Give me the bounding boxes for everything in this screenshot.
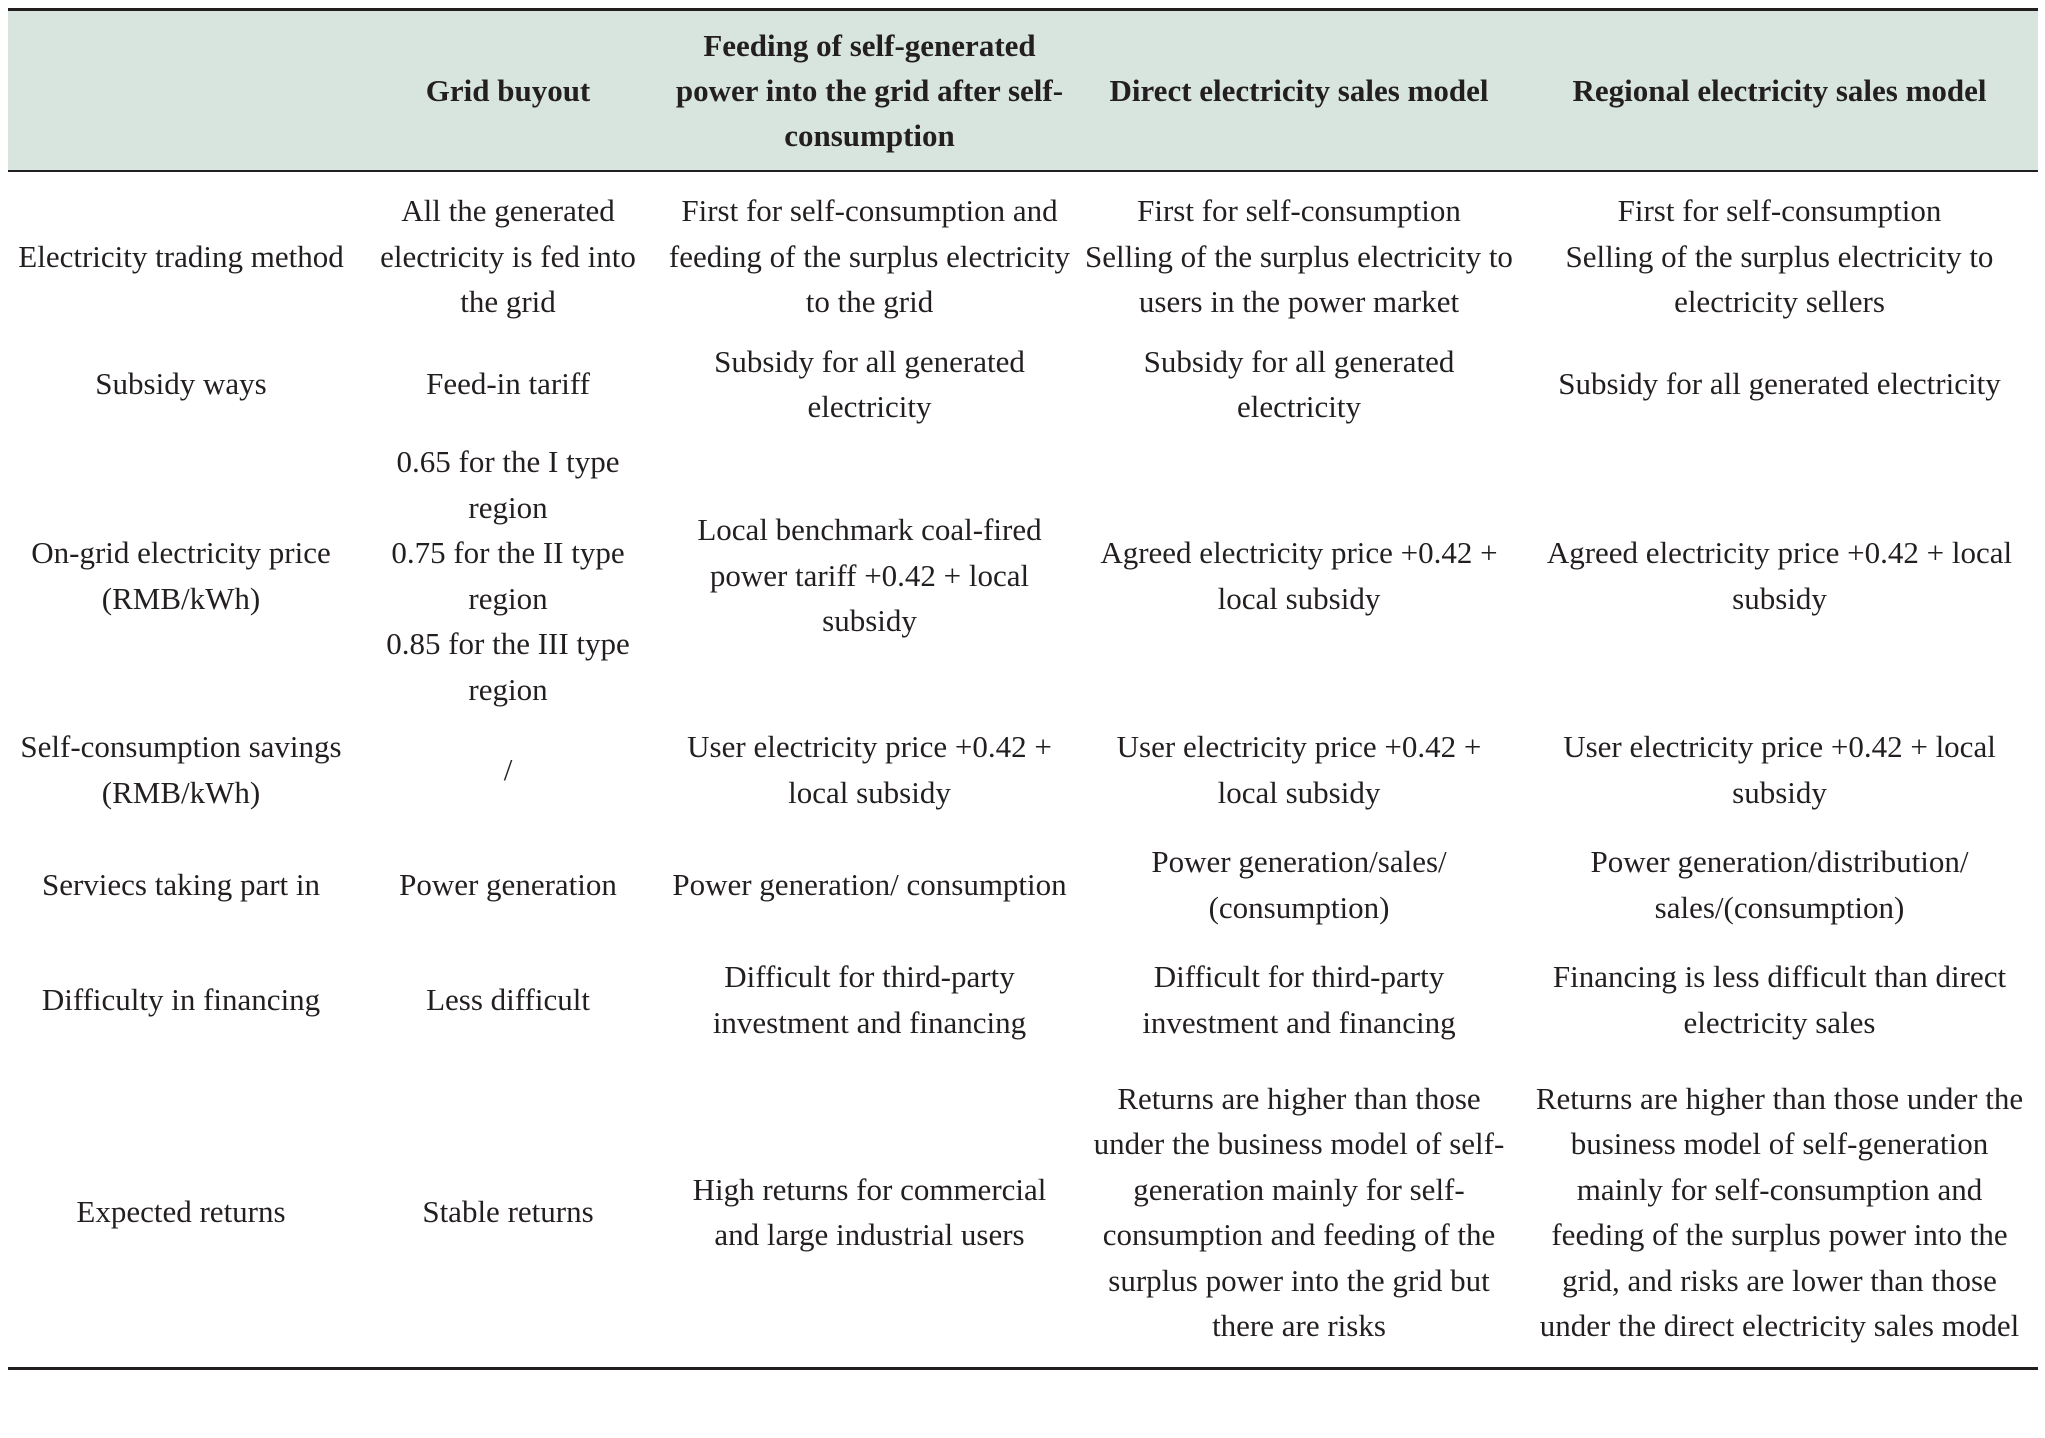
table-header bbox=[8, 10, 2038, 172]
table-cell: Difficult for third-party investment and financing bbox=[1142, 959, 1456, 1040]
row-label: Difficulty in financing bbox=[41, 981, 321, 1017]
table-cell bbox=[1077, 171, 1521, 329]
table-cell: Feed-in tariff bbox=[426, 366, 590, 402]
table-cell: User electricity price +0.42 + local subsidy bbox=[1116, 729, 1482, 810]
table-cell: Power generation bbox=[399, 866, 617, 902]
header-grid-buyout: Grid buyout bbox=[354, 10, 662, 172]
row-label: Self-consumption savings (RMB/kWh) bbox=[20, 729, 342, 810]
table-cell: Agreed electricity price +0.42 + local subsidy bbox=[1546, 535, 2013, 616]
header-corner-cell bbox=[8, 10, 354, 172]
table-cell: Returns are higher than those under the business model of self-generation mainly for self-consumption and feeding of the surplus power into the grid, and risks are lower than those under the direct electricity sales model bbox=[1521, 1057, 2038, 1369]
header-direct-sales-model: Direct electricity sales model bbox=[1077, 10, 1521, 172]
table-cell: Agreed electricity price +0.42 + local subsidy bbox=[1100, 535, 1498, 616]
row-label: On-grid electricity price (RMB/kWh) bbox=[31, 535, 331, 616]
cell-line: 0.85 for the III type region bbox=[386, 626, 630, 707]
table-cell: User electricity price +0.42 + local subsidy bbox=[1563, 729, 1996, 810]
table-row bbox=[8, 171, 2038, 329]
table-cell: High returns for commercial and large industrial users bbox=[662, 1057, 1077, 1369]
table-cell: Stable returns bbox=[354, 1057, 662, 1369]
cell-line: Selling of the surplus electricity to electricity sellers bbox=[1565, 238, 1994, 320]
table-row bbox=[8, 712, 2038, 827]
row-label: Subsidy ways bbox=[95, 366, 267, 402]
table-cell: Less difficult bbox=[426, 981, 590, 1017]
row-label: Serviecs taking part in bbox=[41, 866, 321, 902]
table-cell: Financing is less difficult than direct electricity sales bbox=[1552, 959, 2007, 1040]
table-row bbox=[8, 942, 2038, 1057]
table-cell bbox=[1521, 171, 2038, 329]
header-regional-sales-model: Regional electricity sales model bbox=[1521, 10, 2038, 172]
table-cell: Returns are higher than those under the business model of self-generation mainly for self-consumption and feeding of the surplus power into the grid but there are risks bbox=[1077, 1057, 1521, 1369]
table-cell: Subsidy for all generated electricity bbox=[1558, 366, 2001, 402]
table-cell: First for self-consumption and feeding of the surplus electricity to the grid bbox=[668, 193, 1071, 320]
table-cell: Difficult for third-party investment and financing bbox=[712, 959, 1027, 1040]
cell-line: First for self-consumption bbox=[1617, 193, 1942, 229]
business-model-comparison-table bbox=[8, 8, 2038, 1370]
table-cell: All the generated electricity is fed into the grid bbox=[380, 193, 636, 320]
table-cell: Local benchmark coal-fired power tariff +0.42 + local subsidy bbox=[697, 512, 1042, 639]
table-cell: User electricity price +0.42 + local subsidy bbox=[687, 729, 1052, 810]
table-cell: Power generation/ consumption bbox=[672, 866, 1067, 902]
cell-line: 0.65 for the I type region bbox=[396, 444, 620, 525]
header-row bbox=[8, 10, 2038, 172]
table-body bbox=[8, 171, 2038, 1369]
table-cell: Subsidy for all generated electricity bbox=[1143, 343, 1455, 424]
table-cell: / bbox=[503, 751, 513, 787]
table-row bbox=[8, 1057, 2038, 1369]
row-label: Electricity trading method bbox=[18, 238, 344, 274]
table-row bbox=[8, 329, 2038, 439]
table-row bbox=[8, 827, 2038, 942]
cell-line: Selling of the surplus electricity to users in the power market bbox=[1085, 238, 1513, 320]
cell-line: 0.75 for the II type region bbox=[391, 535, 625, 616]
header-feeding-after-self-consumption: Feeding of self-generated power into the grid after self-consumption bbox=[662, 10, 1077, 172]
table-cell: Power generation/distribution/ sales/(consumption) bbox=[1590, 844, 1969, 925]
comparison-table-container bbox=[8, 8, 2038, 1370]
table-cell: Subsidy for all generated electricity bbox=[714, 343, 1025, 424]
table-cell bbox=[354, 439, 662, 712]
table-row bbox=[8, 439, 2038, 712]
row-label: Expected returns bbox=[8, 1057, 354, 1369]
cell-line: First for self-consumption bbox=[1137, 193, 1461, 229]
table-cell: Power generation/sales/ (consumption) bbox=[1151, 844, 1447, 925]
